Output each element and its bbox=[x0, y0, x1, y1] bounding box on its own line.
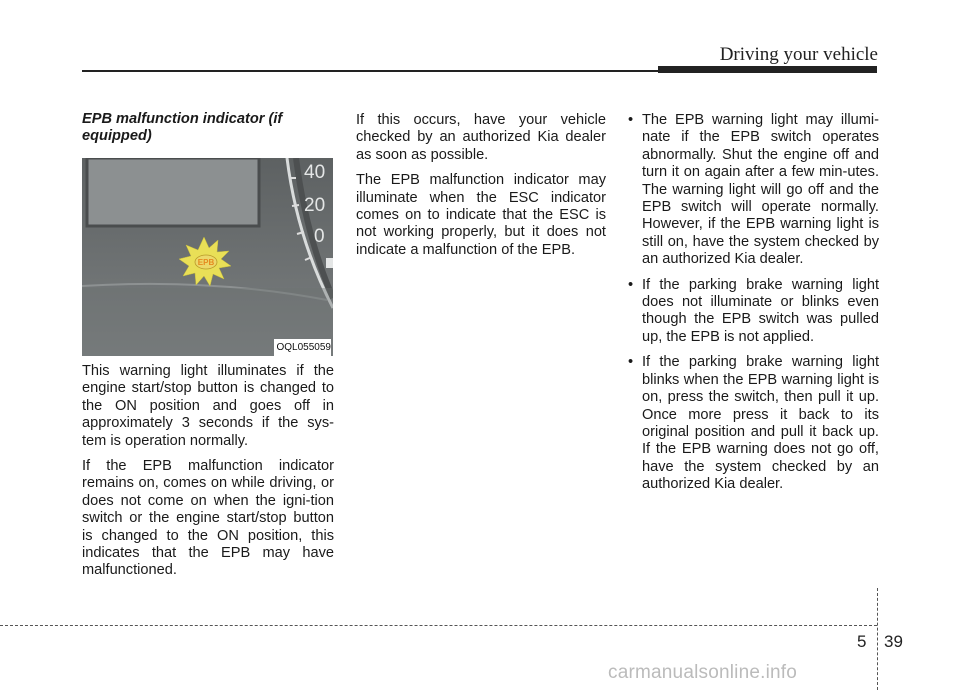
bullet-icon: • bbox=[628, 276, 634, 293]
paragraph: If this occurs, have your vehicle checked by an authorized Kia dealer as soon as possible. bbox=[356, 112, 606, 163]
epb-indicator-label: EPB bbox=[197, 258, 215, 267]
list-item-text: The EPB warning light may illumi-nate if the EPB switch operates abnormally. Shut the engine off and turn it on again after a few min-utes. The warning light will go off and the EPB switch will operate normally. However, if the EPB warning light is still on, have the system checked by an authorized Kia dealer. bbox=[642, 112, 879, 268]
gauge-label-0: 0 bbox=[314, 226, 325, 247]
footer-divider bbox=[877, 588, 878, 690]
gauge-label-20: 20 bbox=[304, 195, 326, 216]
bullet-icon: • bbox=[628, 354, 634, 371]
watermark: carmanualsonline.info bbox=[608, 662, 798, 683]
list-item-text: If the parking brake warning light does not illuminate or blinks even though the EPB switch was pulled up, the EPB is not applied. bbox=[642, 276, 879, 345]
column-2 bbox=[356, 112, 606, 267]
running-header: Driving your vehicle bbox=[719, 44, 878, 65]
list-item bbox=[628, 112, 879, 269]
paragraph: If the EPB malfunction indicator remains on, comes on while driving, or does not come on when the igni-tion switch or the engine start/stop button is changed to the ON position, this indicates that the EPB may have malfunctioned. bbox=[82, 458, 334, 579]
cluster-illustration bbox=[82, 158, 333, 356]
list-item bbox=[628, 354, 879, 493]
paragraph: The EPB malfunction indicator may illuminate when the ESC indicator comes on to indicate that the ESC is not working properly, but it does not indicate a malfunction of the EPB. bbox=[356, 172, 606, 258]
bullet-icon: • bbox=[628, 112, 634, 128]
list-item-text: If the parking brake warning light blinks when the EPB warning light is on, press the switch, then pull it up. Once more press it back to its original position and pull it back up. If the EPB warning does not go off, have the system checked by an authorized Kia dealer. bbox=[642, 354, 879, 493]
bullet-list bbox=[628, 112, 879, 494]
paragraph: This warning light illuminates if the engine start/stop button is changed to the ON position and goes off in approximately 3 seconds if the sys-tem is operation normally. bbox=[82, 363, 334, 449]
instrument-cluster-figure bbox=[82, 158, 333, 356]
column-1 bbox=[82, 111, 334, 588]
page-number: 39 bbox=[884, 632, 903, 651]
figure-code: OQL055059 bbox=[274, 339, 332, 356]
gauge-label-40: 40 bbox=[304, 162, 326, 183]
section-title: EPB malfunction indicator (if equipped) bbox=[82, 111, 283, 144]
list-item bbox=[628, 277, 879, 347]
column-3 bbox=[628, 112, 879, 502]
footer-rule bbox=[0, 625, 877, 626]
chapter-number: 5 bbox=[857, 632, 867, 651]
header-rule-accent bbox=[658, 66, 877, 73]
